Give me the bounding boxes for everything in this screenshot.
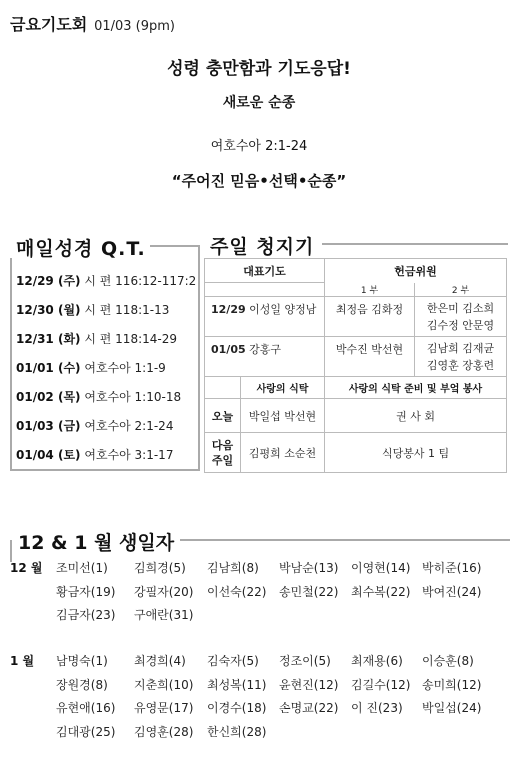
birthday-entry: 최경희(4) <box>134 654 186 668</box>
birthday-entry: 김대광(25) <box>56 724 116 739</box>
qt-top-rule <box>150 245 200 247</box>
next-kitchen-service: 식당봉사 1 팀 <box>325 433 507 473</box>
birthday-entry: 장원경(8) <box>56 677 108 692</box>
qt-item <box>16 301 169 318</box>
duty-offering-2 <box>415 337 507 377</box>
birthday-entry: 김남희(8) <box>207 561 259 575</box>
qt-reading: 시 편 118:14-29 <box>84 332 177 346</box>
qt-reading: 시 편 118:1-13 <box>84 303 170 317</box>
qt-right-rule <box>198 245 200 470</box>
birthday-entry: 김영훈(28) <box>134 724 194 739</box>
birthday-entry: 최재용(6) <box>351 654 403 668</box>
january-label: 1 월 <box>10 654 35 668</box>
birthday-entry: 최성복(11) <box>207 677 267 692</box>
qt-item <box>16 417 173 434</box>
qt-reading: 여호수아 1:10-18 <box>84 390 182 404</box>
birthday-entry: 유현애(16) <box>56 701 116 715</box>
duty-offering-1: 박수진 박선현 <box>325 337 415 377</box>
birthday-title: 12 & 1 월 생일자 <box>14 528 178 555</box>
birthday-entry: 강필자(20) <box>134 584 194 599</box>
qt-item <box>16 388 181 405</box>
birthday-entry: 김희경(5) <box>134 561 186 575</box>
birthday-entry: 박히준(16) <box>422 561 482 575</box>
birthday-entry: 지춘희(10) <box>134 677 194 692</box>
scripture-reference: 여호수아 2:1-24 <box>210 139 308 154</box>
today-label: 오늘 <box>205 399 241 433</box>
qt-item <box>16 446 173 463</box>
duty-offering-2a: 한은미 김소희 <box>426 301 495 315</box>
prayer-header: 대표기도 <box>205 259 325 283</box>
birthday-entry: 이경수(18) <box>207 701 267 715</box>
offering-header: 헌금위원 <box>325 259 507 283</box>
birthday-entry: 박여진(24) <box>422 584 482 599</box>
qt-date: 01/04 (토) <box>16 448 81 462</box>
duty-offering-2b: 김수정 안문영 <box>426 318 495 332</box>
qt-left-rule <box>10 258 12 471</box>
qt-item <box>16 359 166 376</box>
qt-date: 01/01 (수) <box>16 361 81 375</box>
birthday-entry: 이승훈(8) <box>422 654 474 668</box>
qt-date: 01/03 (금) <box>16 419 81 433</box>
qt-reading: 여호수아 1:1-9 <box>84 361 166 375</box>
birthday-entry: 이 진(23) <box>351 701 403 715</box>
qt-bottom-rule <box>10 469 200 471</box>
birthday-entry: 송민철(22) <box>279 584 339 599</box>
birthday-entry: 이영현(14) <box>351 561 411 575</box>
duty-offering-2a: 김남희 김재균 <box>426 341 495 355</box>
birthday-rule <box>180 539 510 541</box>
duty-row <box>205 337 325 377</box>
qt-item <box>16 272 196 289</box>
part2-label: 2 부 <box>415 283 507 297</box>
duty-offering-1: 최정음 김화정 <box>325 297 415 337</box>
qt-item <box>16 330 177 347</box>
event-name: 금요기도회 <box>10 15 88 34</box>
birthday-entry: 윤현진(12) <box>279 677 339 692</box>
qt-date: 12/30 (월) <box>16 303 81 317</box>
birthday-entry: 박일섭(24) <box>422 701 482 715</box>
qt-reading: 시 편 116:12-117:2 <box>84 274 197 288</box>
duty-table <box>204 258 507 473</box>
duty-title: 주일 청지기 <box>206 232 318 259</box>
birthday-entry: 박남순(13) <box>279 561 339 575</box>
december-label: 12 월 <box>10 561 43 575</box>
birthday-entry: 이선숙(22) <box>207 584 267 599</box>
part1-label: 1 부 <box>325 283 415 297</box>
birthday-entry: 김길수(12) <box>351 677 411 692</box>
page-title: 성령 충만함과 기도응답! <box>167 59 351 79</box>
birthday-entry: 김숙자(5) <box>207 654 259 668</box>
birthday-entry: 정조이(5) <box>279 654 331 668</box>
duty-row <box>205 297 325 337</box>
birthday-entry: 손명교(22) <box>279 701 339 715</box>
duty-prayer: 강홍구 <box>249 343 282 356</box>
qt-reading: 여호수아 2:1-24 <box>84 419 174 433</box>
today-table-fellowship: 박일섭 박선현 <box>241 399 325 433</box>
next-table-fellowship: 김평희 소순천 <box>241 433 325 473</box>
sermon-title: “주어진 믿음•선택•순종” <box>171 172 347 190</box>
today-kitchen-service: 권 사 회 <box>325 399 507 433</box>
duty-date: 01/05 <box>211 343 246 356</box>
table-fellowship-header: 사랑의 식탁 <box>241 377 325 399</box>
qt-date: 12/29 (주) <box>16 274 81 288</box>
birthday-entry: 김금자(23) <box>56 608 116 622</box>
qt-date: 01/02 (목) <box>16 390 81 404</box>
birthday-entry: 황금자(19) <box>56 584 116 599</box>
duty-prayer: 이성일 양정남 <box>249 303 317 316</box>
duty-date: 12/29 <box>211 303 246 316</box>
duty-offering-2b: 김영훈 장홍련 <box>426 358 495 372</box>
birthday-entry: 송미희(12) <box>422 677 482 692</box>
birthday-entry: 구애란(31) <box>134 608 194 622</box>
duty-offering-2 <box>415 297 507 337</box>
event-date: 01/03 (9pm) <box>94 19 175 34</box>
birthday-entry: 최수복(22) <box>351 584 411 599</box>
qt-title: 매일성경 Q.T. <box>12 234 150 261</box>
qt-date: 12/31 (화) <box>16 332 81 346</box>
birthday-entry: 남명숙(1) <box>56 654 108 668</box>
next-sunday-label: 다음 주일 <box>205 433 241 473</box>
birthday-entry: 한신희(28) <box>207 724 267 739</box>
qt-reading: 여호수아 3:1-17 <box>84 448 174 462</box>
page-subtitle: 새로운 순종 <box>222 95 296 111</box>
birthday-entry: 조미선(1) <box>56 561 108 575</box>
header-line <box>10 12 175 35</box>
birthday-entry: 유영문(17) <box>134 701 194 715</box>
duty-top-rule <box>322 243 508 245</box>
kitchen-service-header: 사랑의 식탁 준비 및 부엌 봉사 <box>325 377 507 399</box>
